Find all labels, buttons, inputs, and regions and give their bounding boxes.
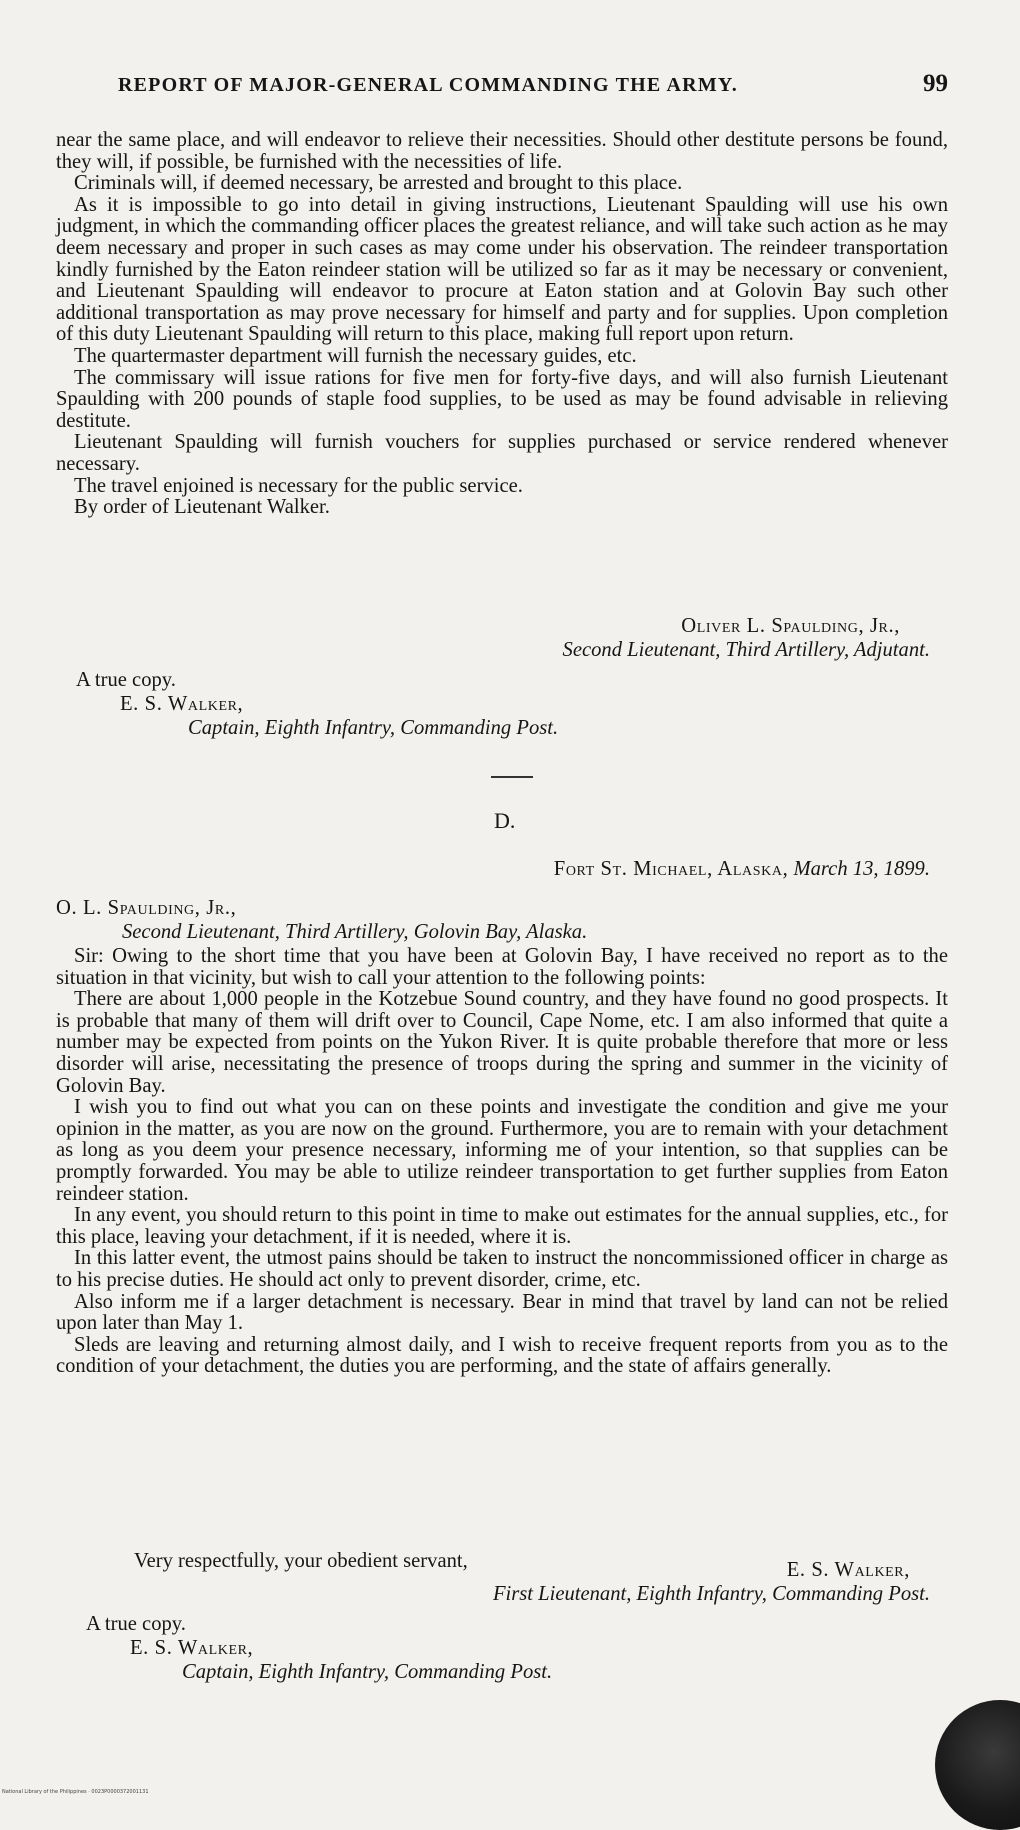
true-copy-block-2	[86, 1612, 686, 1684]
paragraph: The commissary will issue rations for five men for forty-five days, and will also furnish Lieutenant Spaulding with 200 pounds of staple food supplies, to be used as may be found advisable in relieving destitute.	[56, 366, 948, 432]
scan-footer: National Library of the Philippines · 0023P0000372001131	[2, 1789, 149, 1795]
true-copy-label: A true copy.	[76, 669, 176, 691]
true-copy-title: Captain, Eighth Infantry, Commanding Post.	[182, 1661, 553, 1683]
true-copy-name: E. S. Walker,	[130, 1637, 254, 1659]
section-divider	[491, 776, 533, 778]
paragraph: Criminals will, if deemed necessary, be arrested and brought to this place.	[74, 172, 683, 195]
page-number: 99	[923, 70, 948, 97]
paragraph: In this latter event, the utmost pains should be taken to instruct the noncommissioned officer in charge as to his precise duties. He should act only to prevent disorder, crime, etc.	[56, 1247, 948, 1291]
paragraph: Sleds are leaving and returning almost daily, and I wish to receive frequent reports from you as to the condition of your detachment, the duties you are performing, and the state of affairs generally.	[56, 1333, 948, 1378]
signature-name: Oliver L. Spaulding, Jr.,	[681, 615, 900, 637]
dateline-date: March 13, 1899.	[793, 858, 930, 880]
addressee-name: O. L. Spaulding, Jr.,	[56, 897, 237, 919]
paragraph: The quartermaster department will furnish the necessary guides, etc.	[74, 344, 637, 367]
dateline	[360, 858, 930, 881]
paragraph: In any event, you should return to this point in time to make out estimates for the annual supplies, etc., for this place, leaving your detachment, if it is needed, where it is.	[56, 1204, 948, 1248]
signature-name: E. S. Walker,	[786, 1559, 910, 1581]
paragraph: I wish you to find out what you can on these points and investigate the condition and give me your opinion in the matter, as you are now on the ground. Furthermore, you are to remain with your detachment as long as you deem your presence necessary, informing me of your intention, so that supplies can be promptly forwarded. You may be able to utilize reindeer transportation to get further supplies from Eaton reindeer station.	[56, 1096, 948, 1205]
addressee-title: Second Lieutenant, Third Artillery, Golovin Bay, Alaska.	[122, 921, 588, 943]
section-letter: D.	[494, 808, 516, 833]
signature-block-adjutant	[430, 614, 930, 662]
paragraph: The travel enjoined is necessary for the public service.	[74, 474, 523, 497]
closing: Very respectfully, your obedient servant,	[134, 1550, 468, 1572]
paragraph: Also inform me if a larger detachment is necessary. Bear in mind that travel by land can not be relied upon later than May 1.	[56, 1290, 948, 1335]
paragraph: As it is impossible to go into detail in giving instructions, Lieutenant Spaulding will use his own judgment, in which the commanding officer places the greatest reliance, and will take such action as he may deem necessary and proper in such cases as may come under his observation. The reindeer transportation kindly furnished by the Eaton reindeer station will be utilized so far as it may be necessary or convenient, and Lieutenant Spaulding will endeavor to procure at Eaton station and at Golovin Bay such other additional transportation as may prove necessary for himself and party and for supplies. Upon completion of this duty Lieutenant Spaulding will return to this place, making full report upon return.	[56, 193, 948, 346]
paragraph: Lieutenant Spaulding will furnish vouchers for supplies purchased or service rendered whenever necessary.	[56, 431, 948, 475]
true-copy-title: Captain, Eighth Infantry, Commanding Post.	[188, 717, 559, 739]
true-copy-name: E. S. Walker,	[120, 693, 244, 715]
paragraph: near the same place, and will endeavor to relieve their necessities. Should other destitute persons be found, they will, if possible, be furnished with the necessities of life.	[56, 129, 948, 173]
paragraph: Sir: Owing to the short time that you have been at Golovin Bay, I have received no report as to the situation in that vicinity, but wish to call your attention to the following points:	[56, 945, 948, 989]
paragraph: There are about 1,000 people in the Kotzebue Sound country, and they have found no good prospects. It is probable that many of them will drift over to Council, Cape Nome, etc. I am also informed that quite a number may be expected from points on the Yukon River. It is quite probable therefore that more or less disorder will arise, necessitating the presence of troops during the spring and summer in the vicinity of Golovin Bay.	[56, 988, 948, 1097]
signature-title: Second Lieutenant, Third Artillery, Adjutant.	[562, 639, 930, 661]
signature-title: First Lieutenant, Eighth Infantry, Commanding Post.	[492, 1583, 930, 1605]
running-title: REPORT OF MAJOR-GENERAL COMMANDING THE ARMY.	[118, 74, 738, 96]
true-copy-label: A true copy.	[86, 1613, 186, 1635]
letter-body	[56, 946, 948, 1378]
true-copy-block-1	[76, 668, 676, 740]
dateline-place: Fort St. Michael, Alaska,	[553, 858, 789, 880]
running-header	[118, 70, 948, 98]
paragraph: By order of Lieutenant Walker.	[74, 496, 330, 519]
signature-block-commanding	[400, 1558, 930, 1606]
addressee-block	[56, 896, 856, 944]
top-section	[56, 130, 948, 519]
scanner-thumb-shadow	[935, 1700, 1020, 1830]
